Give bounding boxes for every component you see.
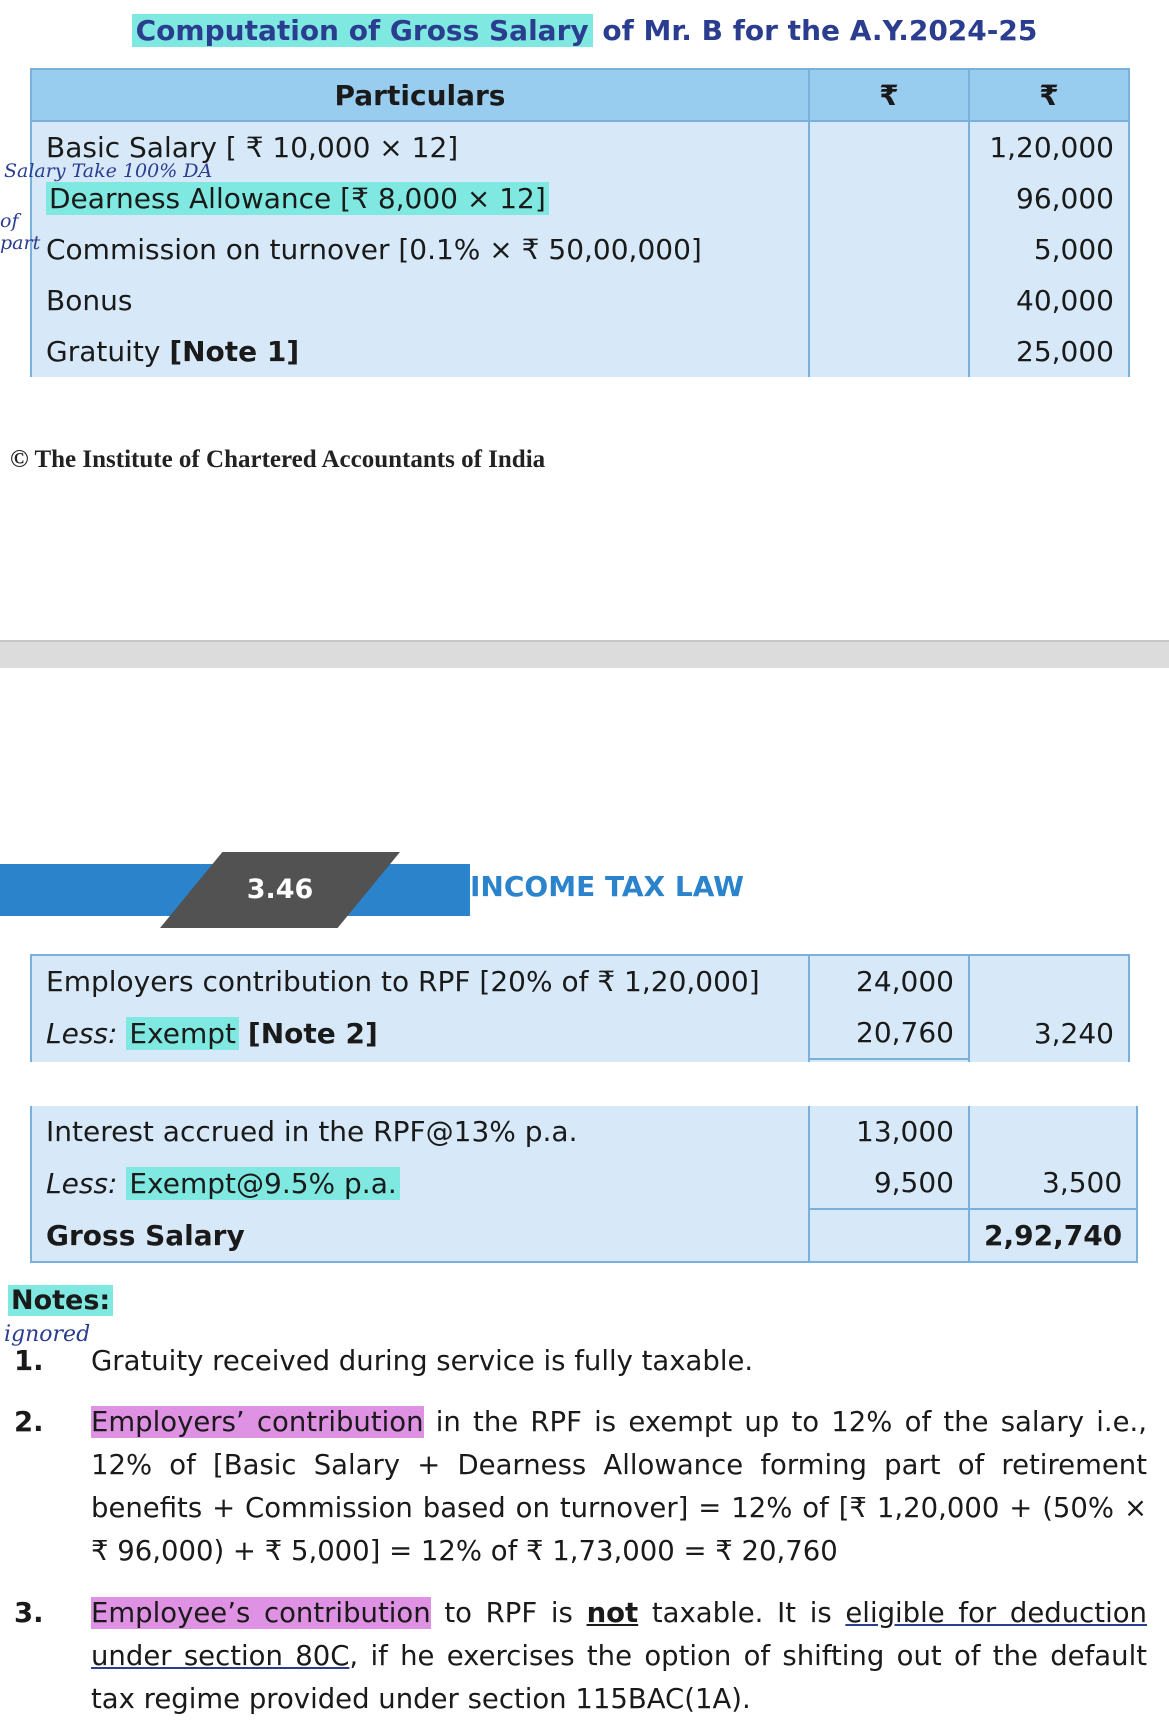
note-number: 3. <box>14 1597 44 1629</box>
table-header-row <box>31 69 1129 121</box>
row-col3: 3,240 <box>969 1007 1129 1059</box>
salary-table-top <box>30 68 1130 377</box>
note-text: Gratuity received during service is fully taxable. <box>91 1345 754 1377</box>
gross-salary-row <box>31 1209 1137 1262</box>
row-col3 <box>969 955 1129 1007</box>
row-col3: 5,000 <box>969 224 1129 275</box>
row-col2 <box>809 121 969 173</box>
row-col2: 13,000 <box>809 1106 969 1157</box>
highlighted-label: Dearness Allowance [₹ 8,000 × 12] <box>46 182 549 215</box>
table-row <box>31 275 1129 326</box>
row-label-plain: Gratuity <box>46 335 170 368</box>
title-highlight: Computation of Gross Salary <box>132 14 593 47</box>
note-item-3 <box>14 1592 1154 1722</box>
note-emphasis: not <box>586 1597 639 1629</box>
table-row <box>31 1157 1137 1209</box>
note-number: 1. <box>14 1345 44 1377</box>
salary-table-interest <box>30 1106 1138 1263</box>
row-col3: 40,000 <box>969 275 1129 326</box>
handwritten-note: part <box>0 232 41 254</box>
header-rupee-1: ₹ <box>809 69 969 121</box>
row-label: Gross Salary <box>31 1209 809 1262</box>
header-rupee-2: ₹ <box>969 69 1129 121</box>
row-col2: 20,760 <box>809 1007 969 1059</box>
note-item-2 <box>14 1401 1154 1577</box>
row-label: Employers contribution to RPF [20% of ₹ 1,20,000] <box>31 955 809 1007</box>
highlighted-label: Exempt@9.5% p.a. <box>126 1167 399 1200</box>
pink-highlight: Employee’s contribution <box>91 1597 431 1629</box>
row-col2 <box>809 224 969 275</box>
copyright: © The Institute of Chartered Accountants of India <box>10 446 546 473</box>
row-label <box>31 1007 809 1059</box>
note-text-part: taxable. It is <box>638 1597 846 1629</box>
page-separator <box>0 640 1169 668</box>
row-col3 <box>969 1106 1137 1157</box>
gross-salary-total: 2,92,740 <box>969 1209 1137 1262</box>
table-row <box>31 955 1129 1007</box>
notes-heading-text: Notes: <box>8 1285 113 1316</box>
row-label: Commission on turnover [0.1% × ₹ 50,00,000] <box>31 224 809 275</box>
row-col3: 1,20,000 <box>969 121 1129 173</box>
row-label: Bonus <box>31 275 809 326</box>
page-number: 3.46 <box>246 874 314 905</box>
table-row <box>31 1106 1137 1157</box>
row-col2 <box>809 275 969 326</box>
row-label: Interest accrued in the RPF@13% p.a. <box>31 1106 809 1157</box>
note-text-part: , if he exercises the option of shifting out of the default tax regime provided under section 115BAC(1A). <box>91 1640 1147 1715</box>
row-col3: 96,000 <box>969 173 1129 224</box>
table-row <box>31 224 1129 275</box>
row-col3: 25,000 <box>969 326 1129 377</box>
row-label <box>31 1157 809 1209</box>
table-row <box>31 326 1129 377</box>
row-col2 <box>809 1209 969 1262</box>
less-label: Less: <box>46 1166 118 1200</box>
header-particulars: Particulars <box>31 69 809 121</box>
note-text-part: to RPF is <box>430 1597 587 1629</box>
row-col2: 9,500 <box>809 1157 969 1209</box>
row-label-bold: [Note 2] <box>247 1016 378 1050</box>
note-item-1 <box>14 1340 1154 1384</box>
row-label <box>31 326 809 377</box>
table-row <box>31 1007 1129 1059</box>
row-label-bold: [Note 1] <box>169 335 300 368</box>
title-rest: of Mr. B for the A.Y.2024-25 <box>592 14 1038 47</box>
salary-table-rpf <box>30 954 1130 1070</box>
row-col2 <box>809 173 969 224</box>
erased-band <box>0 1062 1169 1102</box>
book-title: INCOME TAX LAW <box>470 870 745 903</box>
pink-highlight: Employers’ contribution <box>91 1406 424 1438</box>
note-text <box>91 1592 1147 1721</box>
row-label: Basic Salary [ ₹ 10,000 × 12] <box>31 121 809 173</box>
note-text-rest: in the RPF is exempt up to 12% of the salary i.e., 12% of [Basic Salary + Dearness Allowance forming part of retirement benefits + Commission based on turnover] = 12% of [₹ 1,20,000 + (50% × ₹ 96,000) + ₹ 5,000] = 12% of ₹ 1,73,000 = ₹ 20,760 <box>91 1406 1147 1567</box>
handwritten-note: ignored <box>4 1322 91 1347</box>
note-number: 2. <box>14 1406 44 1438</box>
row-col3: 3,500 <box>969 1157 1137 1209</box>
handwritten-note: Salary Take 100% DA <box>4 160 213 182</box>
note-text <box>91 1401 1147 1573</box>
less-label: Less: <box>46 1016 118 1050</box>
notes-heading <box>8 1285 113 1316</box>
page-title <box>0 14 1169 47</box>
row-col2 <box>809 326 969 377</box>
row-col2: 24,000 <box>809 955 969 1007</box>
highlighted-label: Exempt <box>126 1017 239 1050</box>
handwritten-note: of <box>0 210 19 232</box>
underlined-text: eligible for deduction under section 80C <box>91 1597 1147 1672</box>
